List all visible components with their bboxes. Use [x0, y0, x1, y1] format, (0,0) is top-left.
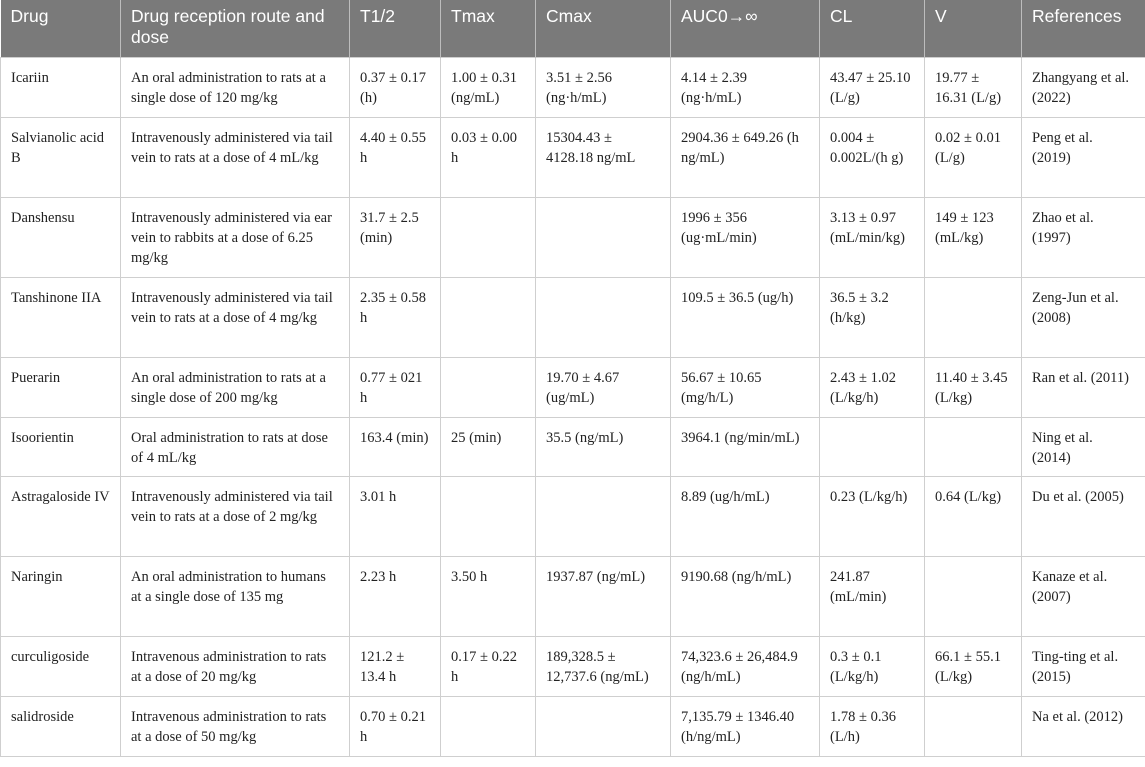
- cell-route-dose: An oral administration to rats at a single dose of 200 mg/kg: [121, 357, 350, 417]
- cell-cmax: 1937.87 (ng/mL): [536, 556, 671, 636]
- cell-v: [925, 417, 1022, 476]
- table-row: [1, 476, 1145, 556]
- cell-route-dose: Intravenous administration to rats at a dose of 50 mg/kg: [121, 696, 350, 756]
- cell-v: 11.40 ± 3.45 (L/kg): [925, 357, 1022, 417]
- cell-reference: Na et al. (2012): [1022, 696, 1145, 756]
- cell-tmax: 0.03 ± 0.00 h: [441, 117, 536, 197]
- cell-cl: 43.47 ± 25.10 (L/g): [820, 57, 925, 117]
- cell-v: [925, 556, 1022, 636]
- cell-v: 66.1 ± 55.1 (L/kg): [925, 636, 1022, 696]
- cell-route-dose: Intravenously administered via tail vein to rats at a dose of 4 mg/kg: [121, 277, 350, 357]
- cell-cmax: [536, 277, 671, 357]
- cell-t-half: 2.35 ± 0.58 h: [350, 277, 441, 357]
- cell-auc: 4.14 ± 2.39 (ng·h/mL): [671, 57, 820, 117]
- header-route-dose: Drug reception route and dose: [121, 0, 350, 57]
- cell-t-half: 0.70 ± 0.21 h: [350, 696, 441, 756]
- cell-cmax: 19.70 ± 4.67 (ug/mL): [536, 357, 671, 417]
- cell-drug: curculigoside: [1, 636, 121, 696]
- cell-cmax: [536, 476, 671, 556]
- cell-cl: 0.23 (L/kg/h): [820, 476, 925, 556]
- cell-cmax: 189,328.5 ± 12,737.6 (ng/mL): [536, 636, 671, 696]
- cell-route-dose: An oral administration to humans at a single dose of 135 mg: [121, 556, 350, 636]
- cell-v: 0.02 ± 0.01 (L/g): [925, 117, 1022, 197]
- header-drug: Drug: [1, 0, 121, 57]
- cell-auc: 7,135.79 ± 1346.40 (h/ng/mL): [671, 696, 820, 756]
- cell-tmax: [441, 696, 536, 756]
- cell-t-half: 0.77 ± 021 h: [350, 357, 441, 417]
- cell-route-dose: Intravenously administered via tail vein to rats at a dose of 2 mg/kg: [121, 476, 350, 556]
- cell-reference: Kanaze et al. (2007): [1022, 556, 1145, 636]
- header-tmax: Tmax: [441, 0, 536, 57]
- cell-auc: 3964.1 (ng/min/mL): [671, 417, 820, 476]
- cell-t-half: 2.23 h: [350, 556, 441, 636]
- cell-tmax: [441, 357, 536, 417]
- cell-cmax: [536, 197, 671, 277]
- cell-cl: 0.3 ± 0.1 (L/kg/h): [820, 636, 925, 696]
- cell-drug: Astragaloside IV: [1, 476, 121, 556]
- cell-t-half: 4.40 ± 0.55 h: [350, 117, 441, 197]
- cell-v: 19.77 ± 16.31 (L/g): [925, 57, 1022, 117]
- cell-v: [925, 277, 1022, 357]
- table-row: [1, 696, 1145, 756]
- cell-reference: Zhangyang et al. (2022): [1022, 57, 1145, 117]
- cell-reference: Zhao et al. (1997): [1022, 197, 1145, 277]
- cell-route-dose: Oral administration to rats at dose of 4 mL/kg: [121, 417, 350, 476]
- cell-tmax: 1.00 ± 0.31 (ng/mL): [441, 57, 536, 117]
- cell-drug: Puerarin: [1, 357, 121, 417]
- cell-route-dose: An oral administration to rats at a single dose of 120 mg/kg: [121, 57, 350, 117]
- cell-drug: Danshensu: [1, 197, 121, 277]
- cell-auc: 9190.68 (ng/h/mL): [671, 556, 820, 636]
- cell-cl: [820, 417, 925, 476]
- cell-cl: 241.87 (mL/min): [820, 556, 925, 636]
- cell-v: 0.64 (L/kg): [925, 476, 1022, 556]
- table-row: [1, 57, 1145, 117]
- cell-cl: 1.78 ± 0.36 (L/h): [820, 696, 925, 756]
- cell-cl: 3.13 ± 0.97 (mL/min/kg): [820, 197, 925, 277]
- header-cl: CL: [820, 0, 925, 57]
- cell-tmax: 25 (min): [441, 417, 536, 476]
- cell-reference: Peng et al. (2019): [1022, 117, 1145, 197]
- table-row: [1, 277, 1145, 357]
- cell-reference: Ning et al. (2014): [1022, 417, 1145, 476]
- cell-reference: Ran et al. (2011): [1022, 357, 1145, 417]
- header-references: References: [1022, 0, 1145, 57]
- header-auc: AUC0→∞: [671, 0, 820, 57]
- cell-drug: Naringin: [1, 556, 121, 636]
- cell-t-half: 121.2 ± 13.4 h: [350, 636, 441, 696]
- table-row: [1, 556, 1145, 636]
- cell-tmax: [441, 476, 536, 556]
- cell-cmax: 35.5 (ng/mL): [536, 417, 671, 476]
- cell-drug: Salvianolic acid B: [1, 117, 121, 197]
- cell-drug: Isoorientin: [1, 417, 121, 476]
- table-row: [1, 357, 1145, 417]
- cell-tmax: 3.50 h: [441, 556, 536, 636]
- header-v: V: [925, 0, 1022, 57]
- table-row: [1, 197, 1145, 277]
- cell-drug: salidroside: [1, 696, 121, 756]
- header-t-half: T1/2: [350, 0, 441, 57]
- cell-v: 149 ± 123 (mL/kg): [925, 197, 1022, 277]
- cell-v: [925, 696, 1022, 756]
- cell-tmax: [441, 277, 536, 357]
- table-row: [1, 117, 1145, 197]
- cell-auc: 1996 ± 356 (ug·mL/min): [671, 197, 820, 277]
- cell-cmax: 15304.43 ± 4128.18 ng/mL: [536, 117, 671, 197]
- cell-drug: Icariin: [1, 57, 121, 117]
- cell-auc: 2904.36 ± 649.26 (h ng/mL): [671, 117, 820, 197]
- cell-route-dose: Intravenously administered via ear vein to rabbits at a dose of 6.25 mg/kg: [121, 197, 350, 277]
- cell-route-dose: Intravenously administered via tail vein to rats at a dose of 4 mL/kg: [121, 117, 350, 197]
- cell-tmax: 0.17 ± 0.22 h: [441, 636, 536, 696]
- cell-cl: 0.004 ± 0.002L/(h g): [820, 117, 925, 197]
- cell-cmax: [536, 696, 671, 756]
- cell-cl: 2.43 ± 1.02 (L/kg/h): [820, 357, 925, 417]
- table-row: [1, 417, 1145, 476]
- cell-reference: Du et al. (2005): [1022, 476, 1145, 556]
- cell-auc: 8.89 (ug/h/mL): [671, 476, 820, 556]
- cell-t-half: 3.01 h: [350, 476, 441, 556]
- cell-auc: 74,323.6 ± 26,484.9 (ng/h/mL): [671, 636, 820, 696]
- header-cmax: Cmax: [536, 0, 671, 57]
- cell-t-half: 0.37 ± 0.17 (h): [350, 57, 441, 117]
- cell-drug: Tanshinone IIA: [1, 277, 121, 357]
- cell-cl: 36.5 ± 3.2 (h/kg): [820, 277, 925, 357]
- cell-route-dose: Intravenous administration to rats at a dose of 20 mg/kg: [121, 636, 350, 696]
- cell-auc: 56.67 ± 10.65 (mg/h/L): [671, 357, 820, 417]
- cell-cmax: 3.51 ± 2.56 (ng·h/mL): [536, 57, 671, 117]
- cell-t-half: 163.4 (min): [350, 417, 441, 476]
- cell-auc: 109.5 ± 36.5 (ug/h): [671, 277, 820, 357]
- table-header-row: [1, 0, 1145, 57]
- table-row: [1, 636, 1145, 696]
- cell-reference: Zeng-Jun et al. (2008): [1022, 277, 1145, 357]
- cell-t-half: 31.7 ± 2.5 (min): [350, 197, 441, 277]
- cell-tmax: [441, 197, 536, 277]
- cell-reference: Ting-ting et al. (2015): [1022, 636, 1145, 696]
